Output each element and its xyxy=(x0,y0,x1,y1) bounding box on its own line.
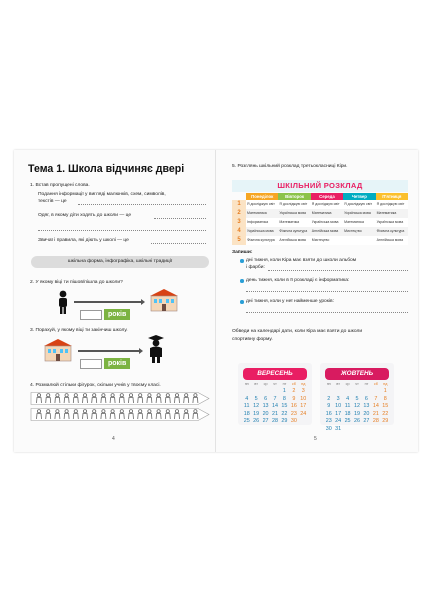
calendar-october xyxy=(320,363,394,432)
calendar-date[interactable]: 2 xyxy=(292,388,296,394)
weekday-label: ср xyxy=(345,382,350,386)
student-figures-strip[interactable] xyxy=(30,408,210,421)
weekday-label: вт xyxy=(336,382,340,386)
calendar-date[interactable]: 26 xyxy=(353,418,360,424)
task5-heading: 5. Розглянь шкільний розклад третьокласниці Кіри. xyxy=(232,164,348,169)
calendar-date[interactable]: 8 xyxy=(383,395,387,402)
date-grid xyxy=(242,388,308,424)
calendar-date[interactable]: 18 xyxy=(344,410,351,417)
answer-line[interactable] xyxy=(246,312,408,313)
weekday-label: пт xyxy=(282,382,287,386)
age-answer-box[interactable] xyxy=(80,310,102,320)
page-number: 4 xyxy=(112,436,115,442)
calendar-date[interactable]: 3 xyxy=(301,388,305,394)
calendar-date[interactable]: 12 xyxy=(353,403,360,409)
empty-day xyxy=(352,388,361,394)
schedule-subject: Англійська мова xyxy=(311,227,343,236)
schedule-day: Понеділок xyxy=(246,193,278,200)
schedule-title: ШКІЛЬНИЙ РОЗКЛАД xyxy=(232,180,408,192)
schedule-subject: Математика xyxy=(246,209,278,218)
calendar-date[interactable]: 1 xyxy=(282,388,286,394)
weekday-label: вт xyxy=(254,382,258,386)
calendar-date[interactable]: 26 xyxy=(253,418,260,424)
calendar-date[interactable]: 5 xyxy=(355,395,359,402)
task1-line: Подання інформації у вигляді малюнків, схем, символів, xyxy=(38,192,166,197)
calendar-date[interactable]: 10 xyxy=(300,395,307,402)
date-grid xyxy=(324,388,390,432)
schedule-subject: Інформатика xyxy=(246,218,278,227)
bullet-icon xyxy=(240,259,244,263)
calendar-date[interactable]: 7 xyxy=(273,395,277,402)
empty-day xyxy=(371,388,380,394)
note-line: день тижня, коли в її розкладі є інформатика: xyxy=(246,278,350,283)
calendar-date[interactable]: 21 xyxy=(271,410,278,417)
child-icon xyxy=(56,290,70,314)
calendar-date[interactable]: 2 xyxy=(327,395,331,402)
page-number: 5 xyxy=(314,436,317,442)
answer-line[interactable] xyxy=(154,218,206,219)
empty-day xyxy=(261,388,270,394)
schedule-subject: Українська мова xyxy=(376,218,408,227)
student-figures-strip[interactable] xyxy=(30,392,210,405)
calendar-date[interactable]: 1 xyxy=(383,388,387,394)
calendar-date[interactable]: 18 xyxy=(243,410,250,417)
calendar-date[interactable]: 19 xyxy=(253,410,260,417)
schedule-subject: Фізична культура xyxy=(246,236,278,245)
task4-heading: 4. Розмалюй стільки фігурок, скільки учнів у твоєму класі. xyxy=(30,383,161,388)
calendar-month: ВЕРЕСЕНЬ xyxy=(243,368,307,380)
calendar-date[interactable]: 19 xyxy=(353,410,360,417)
schedule-subject: Англійська мова xyxy=(278,236,310,245)
calendar-date[interactable]: 29 xyxy=(281,418,288,424)
calendar-date[interactable]: 8 xyxy=(282,395,286,402)
calendar-month: ЖОВТЕНЬ xyxy=(325,368,389,380)
answer-line[interactable] xyxy=(151,243,206,244)
schedule-subject: Я досліджую світ xyxy=(376,200,408,209)
calendar-date[interactable]: 13 xyxy=(363,403,370,409)
calendar-date[interactable]: 9 xyxy=(292,395,296,402)
calendar-date[interactable]: 13 xyxy=(262,403,269,409)
weekday-label: ср xyxy=(263,382,268,386)
lesson-number: 4 xyxy=(232,227,246,236)
graduate-icon xyxy=(148,335,164,363)
calendar-date[interactable]: 17 xyxy=(300,403,307,409)
calendar-date[interactable]: 16 xyxy=(325,410,332,417)
calendar-date[interactable]: 21 xyxy=(372,410,379,417)
schedule-day: П'ятниця xyxy=(376,193,408,200)
weekday-label: пн xyxy=(244,382,249,386)
empty-day xyxy=(343,388,352,394)
schedule-subject: Фізична культура xyxy=(278,227,310,236)
calendar-date[interactable]: 20 xyxy=(363,410,370,417)
calendar-date[interactable]: 20 xyxy=(262,410,269,417)
note-line: дні тижня, коли Кіра має взяти до школи альбом xyxy=(246,258,357,263)
years-label: років xyxy=(104,309,130,320)
lesson-number: 3 xyxy=(232,218,246,227)
calendar-date[interactable]: 4 xyxy=(245,395,249,402)
page-title: Тема 1. Школа відчиняє двері xyxy=(28,163,185,175)
calendar-date[interactable]: 27 xyxy=(262,418,269,424)
task1-heading: 1. Встав пропущені слова. xyxy=(30,183,90,188)
calendar-date[interactable]: 15 xyxy=(281,403,288,409)
schedule-subject: Мистецтво xyxy=(343,227,375,236)
calendar-date[interactable]: 9 xyxy=(327,403,331,409)
calendar-date[interactable]: 30 xyxy=(325,425,332,432)
calendar-date[interactable]: 22 xyxy=(382,410,389,417)
calendar-date[interactable]: 29 xyxy=(382,418,389,424)
schedule-subject xyxy=(343,236,375,245)
schedule-subject: Українська мова xyxy=(246,227,278,236)
calendar-date[interactable]: 23 xyxy=(290,410,297,417)
empty-day xyxy=(242,388,251,394)
calendar-date[interactable]: 12 xyxy=(253,403,260,409)
weekday-label: нд xyxy=(301,382,306,386)
schedule-day: Вівторок xyxy=(278,193,310,200)
calendar-date[interactable]: 4 xyxy=(346,395,350,402)
schedule-subject: Я досліджую світ xyxy=(343,200,375,209)
lesson-number: 2 xyxy=(232,209,246,218)
schedule-subject: Математика xyxy=(311,209,343,218)
calendar-date[interactable]: 23 xyxy=(325,418,332,424)
schedule-subject: Українська мова xyxy=(311,218,343,227)
calendar-task-line: спортивну форму. xyxy=(232,337,273,342)
calendar-date[interactable]: 14 xyxy=(271,403,278,409)
calendar-date[interactable]: 5 xyxy=(254,395,258,402)
schedule-subject: Я досліджую світ xyxy=(278,200,310,209)
arrow-icon xyxy=(78,350,140,352)
schedule-subject: Українська мова xyxy=(343,209,375,218)
right-page xyxy=(216,150,418,452)
calendar-date[interactable]: 11 xyxy=(344,403,351,409)
calendar-date[interactable]: 28 xyxy=(271,418,278,424)
word-bank: шкільна форма, інфографіка, шкільні традиції xyxy=(31,256,209,268)
answer-line[interactable] xyxy=(268,270,408,271)
task1-line: текстів — це xyxy=(38,199,67,204)
schedule-subject: Мистецтво xyxy=(311,236,343,245)
calendar-date[interactable]: 16 xyxy=(290,403,297,409)
weekday-label: нд xyxy=(383,382,388,386)
task1-line: Одяг, в якому діти ходять до школи — це xyxy=(38,213,132,218)
calendar-date[interactable]: 25 xyxy=(243,418,250,424)
task2-heading: 2. У якому віці ти пішов/пішла до школи? xyxy=(30,280,123,285)
school-building-icon xyxy=(148,288,180,312)
empty-day xyxy=(333,388,342,394)
schedule-subject: Математика xyxy=(343,218,375,227)
task3-heading: 3. Порахуй, у якому віці ти закінчиш школу. xyxy=(30,328,128,333)
years-label: років xyxy=(104,358,130,369)
bullet-icon xyxy=(240,300,244,304)
weekday-row xyxy=(242,382,308,386)
schedule-corner xyxy=(232,193,246,200)
weekday-label: сб xyxy=(291,382,296,386)
age-answer-box[interactable] xyxy=(80,359,102,369)
weekday-label: пн xyxy=(326,382,331,386)
school-building-icon xyxy=(42,338,74,362)
calendar-september xyxy=(238,363,312,425)
schedule-subject: Фізична культура xyxy=(376,227,408,236)
schedule-day: Середа xyxy=(311,193,343,200)
lesson-number: 1 xyxy=(232,200,246,209)
lesson-number: 5 xyxy=(232,236,246,245)
schedule-subject: Математика xyxy=(376,209,408,218)
schedule-subject: Я досліджую світ xyxy=(311,200,343,209)
weekday-label: сб xyxy=(373,382,378,386)
answer-line[interactable] xyxy=(78,204,206,205)
weekday-label: чт xyxy=(273,382,277,386)
calendar-date[interactable]: 27 xyxy=(363,418,370,424)
calendar-date[interactable]: 22 xyxy=(281,410,288,417)
answer-line[interactable] xyxy=(246,291,408,292)
empty-day xyxy=(362,388,371,394)
book-spread xyxy=(14,150,418,452)
note-line: дні тижня, коли у неї найменше уроків: xyxy=(246,299,334,304)
empty-day xyxy=(270,388,279,394)
empty-day xyxy=(251,388,260,394)
weekday-row xyxy=(324,382,390,386)
empty-day xyxy=(324,388,333,394)
note-line: і фарби: xyxy=(246,265,265,270)
calendar-date[interactable]: 17 xyxy=(335,410,342,417)
weekday-label: пт xyxy=(364,382,369,386)
calendar-date[interactable]: 14 xyxy=(372,403,379,409)
schedule-subject: Я досліджую світ xyxy=(246,200,278,209)
calendar-date[interactable]: 6 xyxy=(264,395,268,402)
weekday-label: чт xyxy=(355,382,359,386)
calendar-date[interactable]: 11 xyxy=(243,403,250,409)
calendar-date[interactable]: 7 xyxy=(374,395,378,402)
schedule-subject: Математика xyxy=(278,218,310,227)
left-page xyxy=(14,150,216,452)
task1-line: Звичаї і правила, які діють у школі — це xyxy=(38,238,129,243)
calendar-date[interactable]: 24 xyxy=(300,410,307,417)
calendar-date[interactable]: 24 xyxy=(335,418,342,424)
schedule-subject: Англійська мова xyxy=(376,236,408,245)
schedule-table xyxy=(232,193,408,245)
calendar-date[interactable]: 28 xyxy=(372,418,379,424)
calendar-task-line: Обведи на календарі дати, коли Кіра має взяти до школи xyxy=(232,329,363,334)
calendar-date[interactable]: 3 xyxy=(336,395,340,402)
calendar-date[interactable]: 10 xyxy=(335,403,342,409)
calendar-date[interactable]: 31 xyxy=(335,425,342,432)
bullet-icon xyxy=(240,279,244,283)
schedule-day: Четвер xyxy=(343,193,375,200)
calendar-date[interactable]: 30 xyxy=(290,418,297,424)
calendar-date[interactable]: 6 xyxy=(364,395,368,402)
schedule-subject: Українська мова xyxy=(278,209,310,218)
calendar-date[interactable]: 15 xyxy=(382,403,389,409)
notes-heading: Запиши: xyxy=(232,250,253,255)
arrow-icon xyxy=(74,301,142,303)
calendar-date[interactable]: 25 xyxy=(344,418,351,424)
answer-line[interactable] xyxy=(38,230,206,231)
